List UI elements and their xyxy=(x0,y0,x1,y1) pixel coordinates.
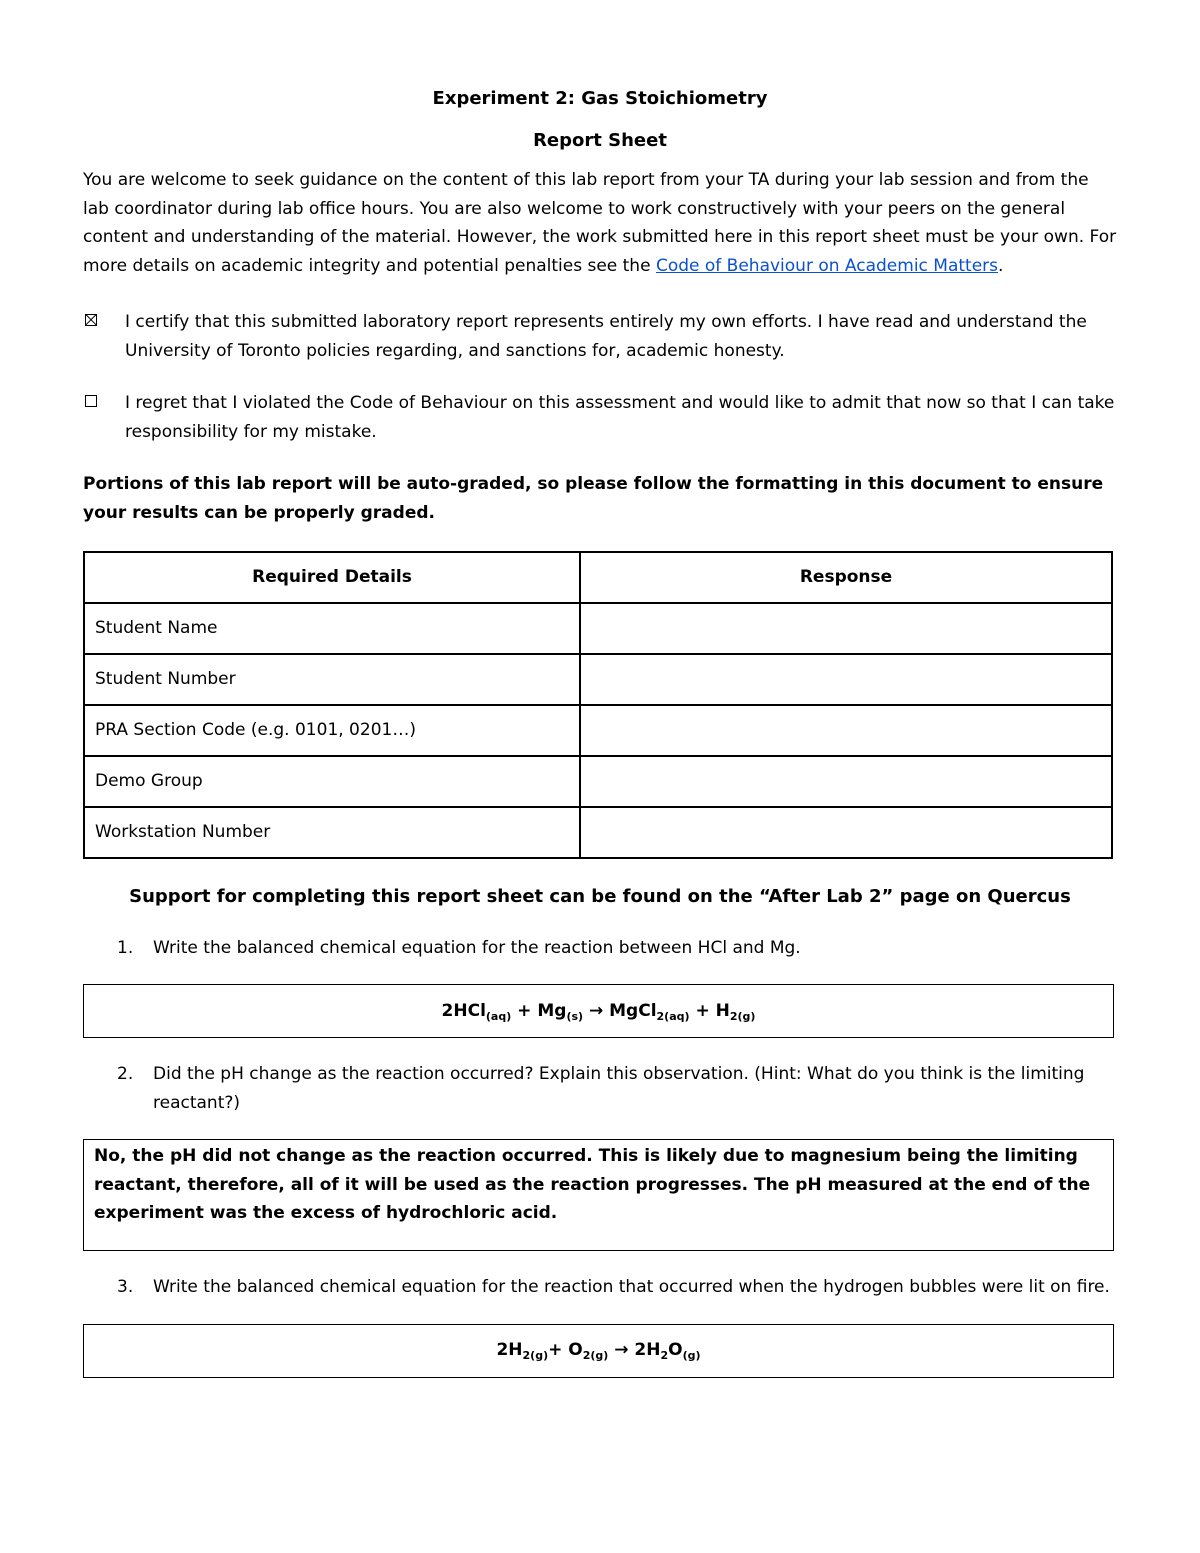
equation-hydrogen-combustion: $2H_{2(g)}+ O_{2(g)} \to 2H_2O_{(g)}$ xyxy=(496,1340,701,1363)
checked-checkbox-icon[interactable] xyxy=(85,314,97,326)
question-2-answer-box[interactable] xyxy=(83,1139,1114,1251)
demo-group-label: Demo Group xyxy=(84,756,580,807)
table-row xyxy=(84,807,1112,858)
column-header: Required Details xyxy=(84,552,580,603)
table-row xyxy=(84,705,1112,756)
question-3-answer-box[interactable] xyxy=(83,1324,1114,1378)
required-details-table xyxy=(83,551,1113,859)
page-title: Experiment 2: Gas Stoichiometry xyxy=(432,88,768,109)
intro-text: You are welcome to seek guidance on the content of this lab report from your TA during your lab session and from the lab coordinator during lab office hours. You are also welcome to work constructively with your peers on the general content and understanding of the material. However, the work submitted here in this report sheet must be your own. For more details on academic integrity and potential penalties see the xyxy=(83,170,1117,276)
certify-own-work-text: I certify that this submitted laboratory report represents entirely my own efforts. I have read and understand the University of Toronto policies regarding, and sanctions for, academic honesty. xyxy=(125,312,1087,361)
certify-own-work-option xyxy=(83,308,1117,365)
workstation-number-label: Workstation Number xyxy=(84,807,580,858)
demo-group-response[interactable] xyxy=(580,756,1112,807)
question-3 xyxy=(83,1273,1117,1302)
admit-violation-option xyxy=(83,389,1117,446)
question-2-answer-text: No, the pH did not change as the reaction occurred. This is likely due to magnesium being the limiting reactant, therefore, all of it will be used as the reaction progresses. The pH measured at the end of the experiment was the excess of hydrochloric acid. xyxy=(94,1146,1091,1223)
autograde-note: Portions of this lab report will be auto-graded, so please follow the formatting in this document to ensure your results can be properly graded. xyxy=(83,474,1104,523)
pra-section-code-response[interactable] xyxy=(580,705,1112,756)
question-1 xyxy=(83,934,1117,963)
support-note: Support for completing this report sheet can be found on the “After Lab 2” page on Quercus xyxy=(129,886,1071,907)
student-name-label: Student Name xyxy=(84,603,580,654)
pra-section-code-label: PRA Section Code (e.g. 0101, 0201…) xyxy=(84,705,580,756)
question-text: Write the balanced chemical equation for the reaction that occurred when the hydrogen bubbles were lit on fire. xyxy=(153,1277,1110,1297)
intro-paragraph xyxy=(83,166,1117,280)
code-of-behaviour-link[interactable]: Code of Behaviour on Academic Matters xyxy=(655,255,999,276)
question-2 xyxy=(83,1060,1117,1117)
question-text: Write the balanced chemical equation for the reaction between HCl and Mg. xyxy=(153,937,801,958)
table-row xyxy=(84,603,1112,654)
report-sheet-page xyxy=(83,82,1117,1378)
student-name-response[interactable] xyxy=(580,603,1112,654)
page-subtitle: Report Sheet xyxy=(533,130,667,151)
table-row xyxy=(84,654,1112,705)
workstation-number-response[interactable] xyxy=(580,807,1112,858)
column-header: Response xyxy=(580,552,1112,603)
student-number-label: Student Number xyxy=(84,654,580,705)
unchecked-checkbox-icon[interactable] xyxy=(85,395,97,407)
table-row xyxy=(84,756,1112,807)
question-text: Did the pH change as the reaction occurred? Explain this observation. (Hint: What do you think is the limiting reactant?) xyxy=(153,1064,1085,1113)
equation-hcl-mg: $2HCl_{(aq)} + Mg_{(s)}$ → MgCl$_{2(aq)}$ + $H_{2(g)}$ xyxy=(441,1000,756,1023)
question-number: 2. xyxy=(117,1064,134,1084)
admit-violation-text: I regret that I violated the Code of Behaviour on this assessment and would like to admit that now so that I can take responsibility for my mistake. xyxy=(125,393,1115,442)
question-number: 1. xyxy=(117,937,134,958)
student-number-response[interactable] xyxy=(580,654,1112,705)
question-1-answer-box[interactable] xyxy=(83,984,1114,1038)
question-number: 3. xyxy=(117,1277,134,1297)
table-header-row xyxy=(84,552,1112,603)
intro-end: . xyxy=(998,255,1004,276)
